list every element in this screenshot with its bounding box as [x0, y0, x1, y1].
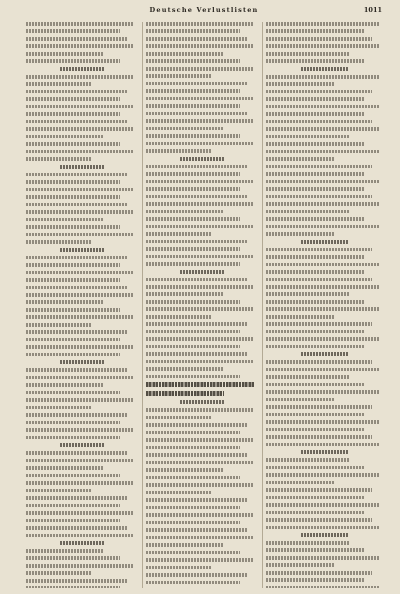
text-line [266, 481, 334, 485]
text-line [146, 360, 254, 364]
text-line [266, 180, 379, 184]
text-line [146, 408, 254, 412]
text-line [26, 398, 134, 402]
text-line [146, 119, 254, 123]
text-line [26, 293, 134, 297]
column-right [266, 22, 384, 588]
text-line [26, 59, 120, 63]
text-line [146, 247, 240, 251]
text-line [26, 112, 120, 116]
text-line [266, 59, 365, 63]
text-line [146, 431, 240, 435]
text-line [146, 558, 254, 562]
text-line [146, 453, 247, 457]
text-line [26, 173, 127, 177]
section-heading [301, 352, 348, 356]
text-line [146, 225, 254, 229]
text-line [266, 187, 365, 191]
text-line [266, 488, 372, 492]
text-line [26, 233, 134, 237]
text-line [266, 75, 379, 79]
text-line [266, 165, 372, 169]
text-line [146, 337, 254, 341]
text-line [146, 112, 247, 116]
text-line [266, 548, 365, 552]
text-line [266, 578, 365, 582]
text-line [266, 307, 379, 311]
text-line [266, 383, 365, 387]
section-heading [180, 400, 225, 404]
text-line [266, 22, 379, 26]
block-heading [146, 391, 224, 396]
text-line [146, 307, 254, 311]
text-line [146, 29, 240, 33]
column-middle [146, 22, 258, 588]
text-line [26, 195, 120, 199]
text-line [26, 286, 127, 290]
text-line [26, 556, 120, 560]
text-line [266, 292, 349, 296]
text-line [146, 97, 254, 101]
text-line [26, 323, 91, 327]
text-line [146, 52, 224, 56]
section-heading [60, 165, 105, 169]
text-line [26, 564, 134, 568]
text-line [26, 579, 127, 583]
text-line [266, 217, 365, 221]
text-line [146, 476, 240, 480]
text-line [146, 528, 247, 532]
text-line [146, 165, 247, 169]
text-line [146, 513, 254, 517]
page-header [26, 6, 382, 18]
text-line [266, 511, 365, 515]
text-line [146, 262, 240, 266]
text-line [146, 82, 247, 86]
text-line [146, 187, 240, 191]
text-line [26, 308, 120, 312]
text-line [26, 203, 127, 207]
text-line [266, 150, 379, 154]
text-line [266, 496, 365, 500]
text-line [26, 263, 120, 267]
text-line [26, 37, 127, 41]
text-line [146, 566, 211, 570]
text-line [266, 255, 365, 259]
text-line [26, 474, 120, 478]
text-line [146, 232, 211, 236]
text-line [146, 180, 254, 184]
text-line [26, 519, 120, 523]
text-line [266, 172, 365, 176]
text-line [266, 29, 365, 33]
text-line [266, 285, 379, 289]
block-heading [146, 382, 254, 387]
text-line [146, 37, 247, 41]
text-line [26, 90, 127, 94]
text-line [26, 105, 134, 109]
text-line [266, 466, 365, 470]
text-line [266, 443, 379, 447]
text-line [26, 549, 104, 553]
text-line [146, 67, 254, 71]
column-rule [262, 22, 263, 588]
text-line [26, 300, 104, 304]
text-line [26, 391, 120, 395]
text-line [146, 506, 240, 510]
text-line [26, 571, 91, 575]
text-line [266, 300, 365, 304]
text-line [266, 428, 365, 432]
text-line [266, 135, 349, 139]
text-line [266, 52, 349, 56]
text-line [266, 571, 372, 575]
text-line [266, 368, 379, 372]
text-line [266, 503, 379, 507]
section-heading [301, 450, 348, 454]
text-line [266, 44, 379, 48]
text-line [146, 322, 247, 326]
text-line [266, 586, 379, 588]
text-line [266, 420, 379, 424]
text-line [266, 405, 372, 409]
text-line [266, 142, 365, 146]
text-line [266, 263, 379, 267]
text-line [266, 375, 349, 379]
section-heading [60, 67, 105, 71]
text-line [26, 150, 134, 154]
text-line [26, 75, 134, 79]
text-line [146, 438, 254, 442]
text-line [146, 581, 240, 585]
text-line [26, 466, 104, 470]
text-line [26, 180, 120, 184]
text-line [266, 413, 365, 417]
text-line [26, 142, 120, 146]
text-line [26, 504, 120, 508]
section-heading [60, 248, 105, 252]
text-line [266, 97, 365, 101]
text-line [26, 97, 120, 101]
text-line [266, 105, 379, 109]
text-line [146, 210, 224, 214]
text-line [146, 521, 240, 525]
text-line [146, 217, 240, 221]
column-rule [142, 22, 143, 588]
section-heading [301, 67, 348, 71]
text-line [26, 376, 134, 380]
text-line [266, 195, 372, 199]
text-line [146, 104, 240, 108]
text-line [146, 255, 254, 259]
text-line [146, 292, 224, 296]
text-line [146, 285, 254, 289]
text-line [146, 483, 254, 487]
text-line [146, 367, 224, 371]
text-line [26, 29, 120, 33]
text-line [146, 44, 254, 48]
text-line [266, 82, 334, 86]
text-line [266, 232, 334, 236]
text-line [26, 451, 127, 455]
text-line [146, 149, 211, 153]
text-line [26, 383, 104, 387]
section-heading [180, 270, 225, 274]
text-line [26, 278, 120, 282]
text-line [266, 337, 379, 341]
text-line [26, 218, 104, 222]
text-line [266, 278, 372, 282]
text-line [266, 556, 379, 560]
section-heading [301, 240, 348, 244]
text-line [146, 498, 247, 502]
text-line [26, 52, 104, 56]
text-line [266, 315, 334, 319]
text-line [146, 352, 247, 356]
text-line [146, 59, 240, 63]
text-line [266, 390, 379, 394]
text-line [146, 89, 240, 93]
text-line [26, 496, 127, 500]
text-line [146, 461, 254, 465]
text-line [266, 157, 334, 161]
text-line [146, 300, 240, 304]
text-line [266, 398, 334, 402]
text-line [26, 586, 120, 588]
text-line [266, 563, 334, 567]
text-line [26, 240, 91, 244]
text-line [26, 271, 134, 275]
text-line [266, 473, 379, 477]
text-line [146, 195, 247, 199]
text-line [26, 210, 134, 214]
text-line [266, 112, 365, 116]
text-line [266, 518, 372, 522]
section-heading [60, 360, 105, 364]
column-left [26, 22, 138, 588]
text-line [146, 423, 247, 427]
section-heading [60, 443, 105, 447]
section-heading [180, 157, 225, 161]
text-line [266, 322, 372, 326]
text-line [266, 541, 349, 545]
text-line [266, 202, 379, 206]
text-line [146, 375, 240, 379]
text-line [266, 120, 372, 124]
text-line [26, 368, 127, 372]
text-line [146, 543, 224, 547]
text-line [26, 345, 134, 349]
text-line [146, 278, 247, 282]
text-line [146, 330, 240, 334]
text-line [146, 172, 240, 176]
text-line [26, 406, 91, 410]
text-line [26, 428, 134, 432]
text-line [146, 536, 254, 540]
text-line [26, 22, 134, 26]
text-line [146, 74, 211, 78]
running-title: Deutsche Verlustlisten [149, 6, 259, 14]
text-line [26, 225, 120, 229]
text-line [26, 338, 120, 342]
text-line [26, 459, 134, 463]
text-line [146, 240, 247, 244]
text-line [146, 573, 247, 577]
section-heading [60, 541, 105, 545]
text-line [26, 534, 134, 538]
text-line [266, 435, 372, 439]
text-line [146, 416, 211, 420]
text-line [26, 481, 134, 485]
text-line [146, 468, 224, 472]
text-line [266, 210, 349, 214]
text-line [266, 90, 372, 94]
page-number: 1011 [363, 6, 382, 14]
text-line [26, 526, 127, 530]
text-line [266, 270, 365, 274]
text-line [26, 330, 127, 334]
text-line [146, 202, 254, 206]
text-line [146, 345, 240, 349]
text-line [26, 489, 91, 493]
text-line [266, 127, 379, 131]
text-line [266, 37, 372, 41]
text-line [26, 188, 134, 192]
text-line [266, 360, 372, 364]
text-line [266, 330, 365, 334]
text-line [26, 436, 120, 440]
text-line [26, 353, 120, 357]
text-line [26, 511, 134, 515]
text-line [146, 491, 211, 495]
text-line [146, 134, 240, 138]
text-line [266, 345, 365, 349]
text-line [26, 421, 120, 425]
text-line [26, 44, 134, 48]
text-line [146, 551, 240, 555]
text-line [146, 315, 211, 319]
text-line [146, 127, 224, 131]
text-line [26, 120, 127, 124]
text-line [266, 225, 379, 229]
text-line [26, 256, 127, 260]
text-line [26, 157, 91, 161]
text-line [266, 458, 349, 462]
text-line [266, 248, 372, 252]
text-line [26, 135, 104, 139]
text-line [26, 127, 134, 131]
text-line [146, 142, 254, 146]
text-line [26, 413, 127, 417]
text-line [146, 446, 240, 450]
section-heading [301, 533, 348, 537]
text-line [26, 315, 134, 319]
text-line [26, 82, 91, 86]
text-line [266, 526, 379, 530]
text-line [146, 22, 254, 26]
